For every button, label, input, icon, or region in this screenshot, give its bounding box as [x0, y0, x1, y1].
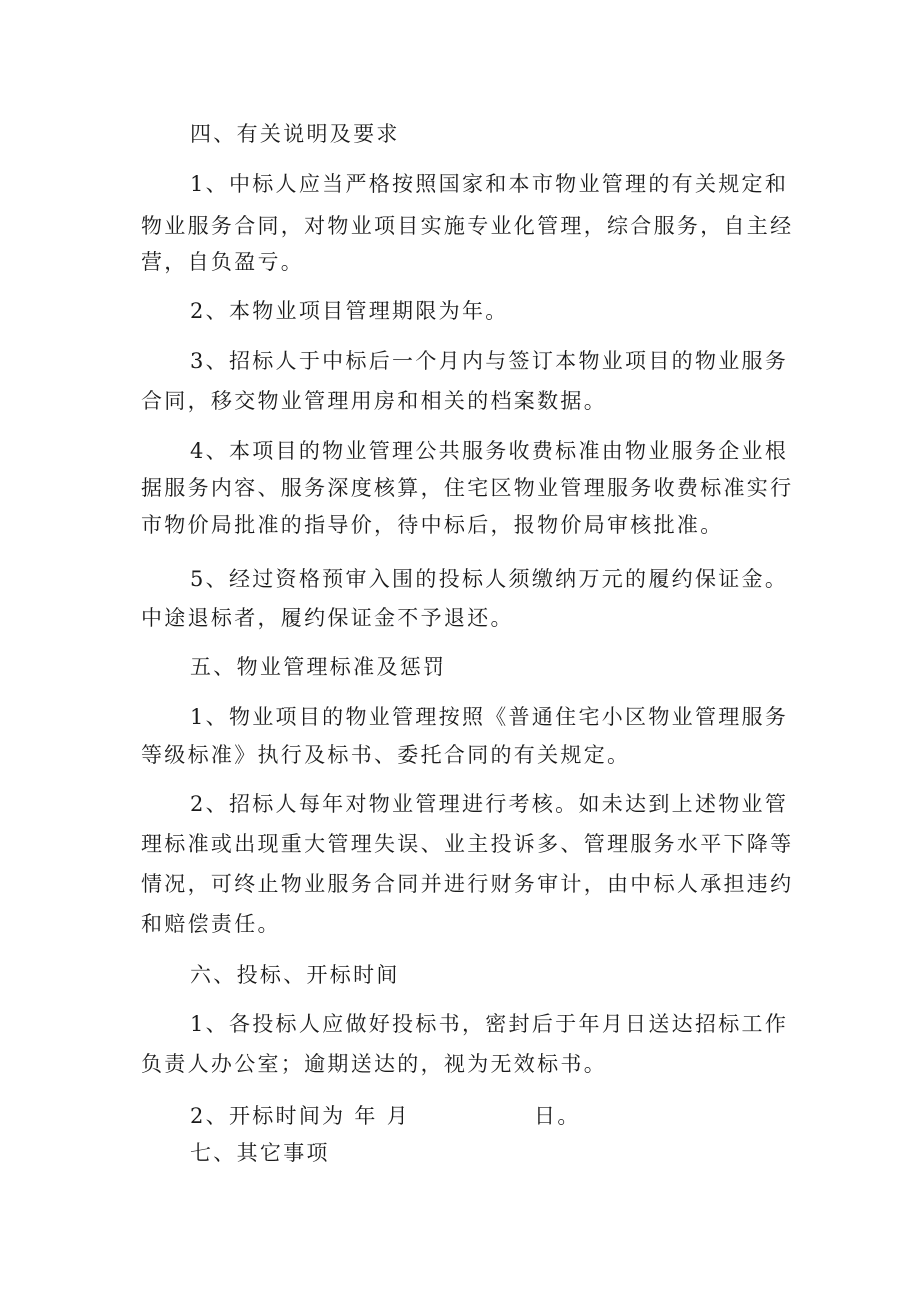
paragraph-line: 理标准或出现重大管理失误、业主投诉多、管理服务水平下降等: [141, 832, 794, 856]
paragraph-line: 3、招标人于中标后一个月内与签订本物业项目的物业服务: [190, 349, 789, 373]
paragraph-line: 1、物业项目的物业管理按照《普通住宅小区物业管理服务: [190, 705, 789, 729]
section-heading-7: 七、其它事项: [190, 1141, 330, 1165]
paragraph-line: 4、本项目的物业管理公共服务收费标准由物业服务企业根: [190, 439, 789, 463]
paragraph-line: 1、中标人应当严格按照国家和本市物业管理的有关规定和: [190, 172, 789, 196]
opening-time-day: 日。: [534, 1104, 581, 1128]
paragraph-line: 负责人办公室；逾期送达的，视为无效标书。: [141, 1052, 607, 1076]
section-heading-6: 六、投标、开标时间: [190, 963, 400, 987]
section-heading-5: 五、物业管理标准及惩罚: [190, 655, 447, 679]
paragraph-line: 合同，移交物业管理用房和相关的档案数据。: [141, 389, 607, 413]
paragraph-line: 5、经过资格预审入围的投标人须缴纳万元的履约保证金。: [190, 567, 789, 591]
paragraph-line: 2、招标人每年对物业管理进行考核。如未达到上述物业管: [190, 792, 789, 816]
paragraph-line: 市物价局批准的指导价，待中标后，报物价局审核批准。: [141, 513, 724, 537]
opening-time-line: [190, 1101, 581, 1131]
paragraph-line: 中途退标者，履约保证金不予退还。: [141, 606, 514, 630]
paragraph-line: 2、本物业项目管理期限为年。: [190, 299, 509, 323]
paragraph-line: 情况，可终止物业服务合同并进行财务审计，由中标人承担违约: [141, 872, 794, 896]
paragraph-line: 和赔偿责任。: [141, 912, 281, 936]
paragraph-line: 物业服务合同，对物业项目实施专业化管理，综合服务，自主经: [141, 214, 794, 238]
paragraph-line: 1、各投标人应做好投标书，密封后于年月日送达招标工作: [190, 1012, 789, 1036]
paragraph-line: 据服务内容、服务深度核算，住宅区物业管理服务收费标准实行: [141, 476, 794, 500]
opening-time-text: 2、开标时间为 年 月: [190, 1104, 411, 1128]
section-heading-4: 四、有关说明及要求: [190, 122, 400, 146]
paragraph-line: 等级标准》执行及标书、委托合同的有关规定。: [141, 743, 631, 767]
paragraph-line: 营，自负盈亏。: [141, 250, 305, 274]
